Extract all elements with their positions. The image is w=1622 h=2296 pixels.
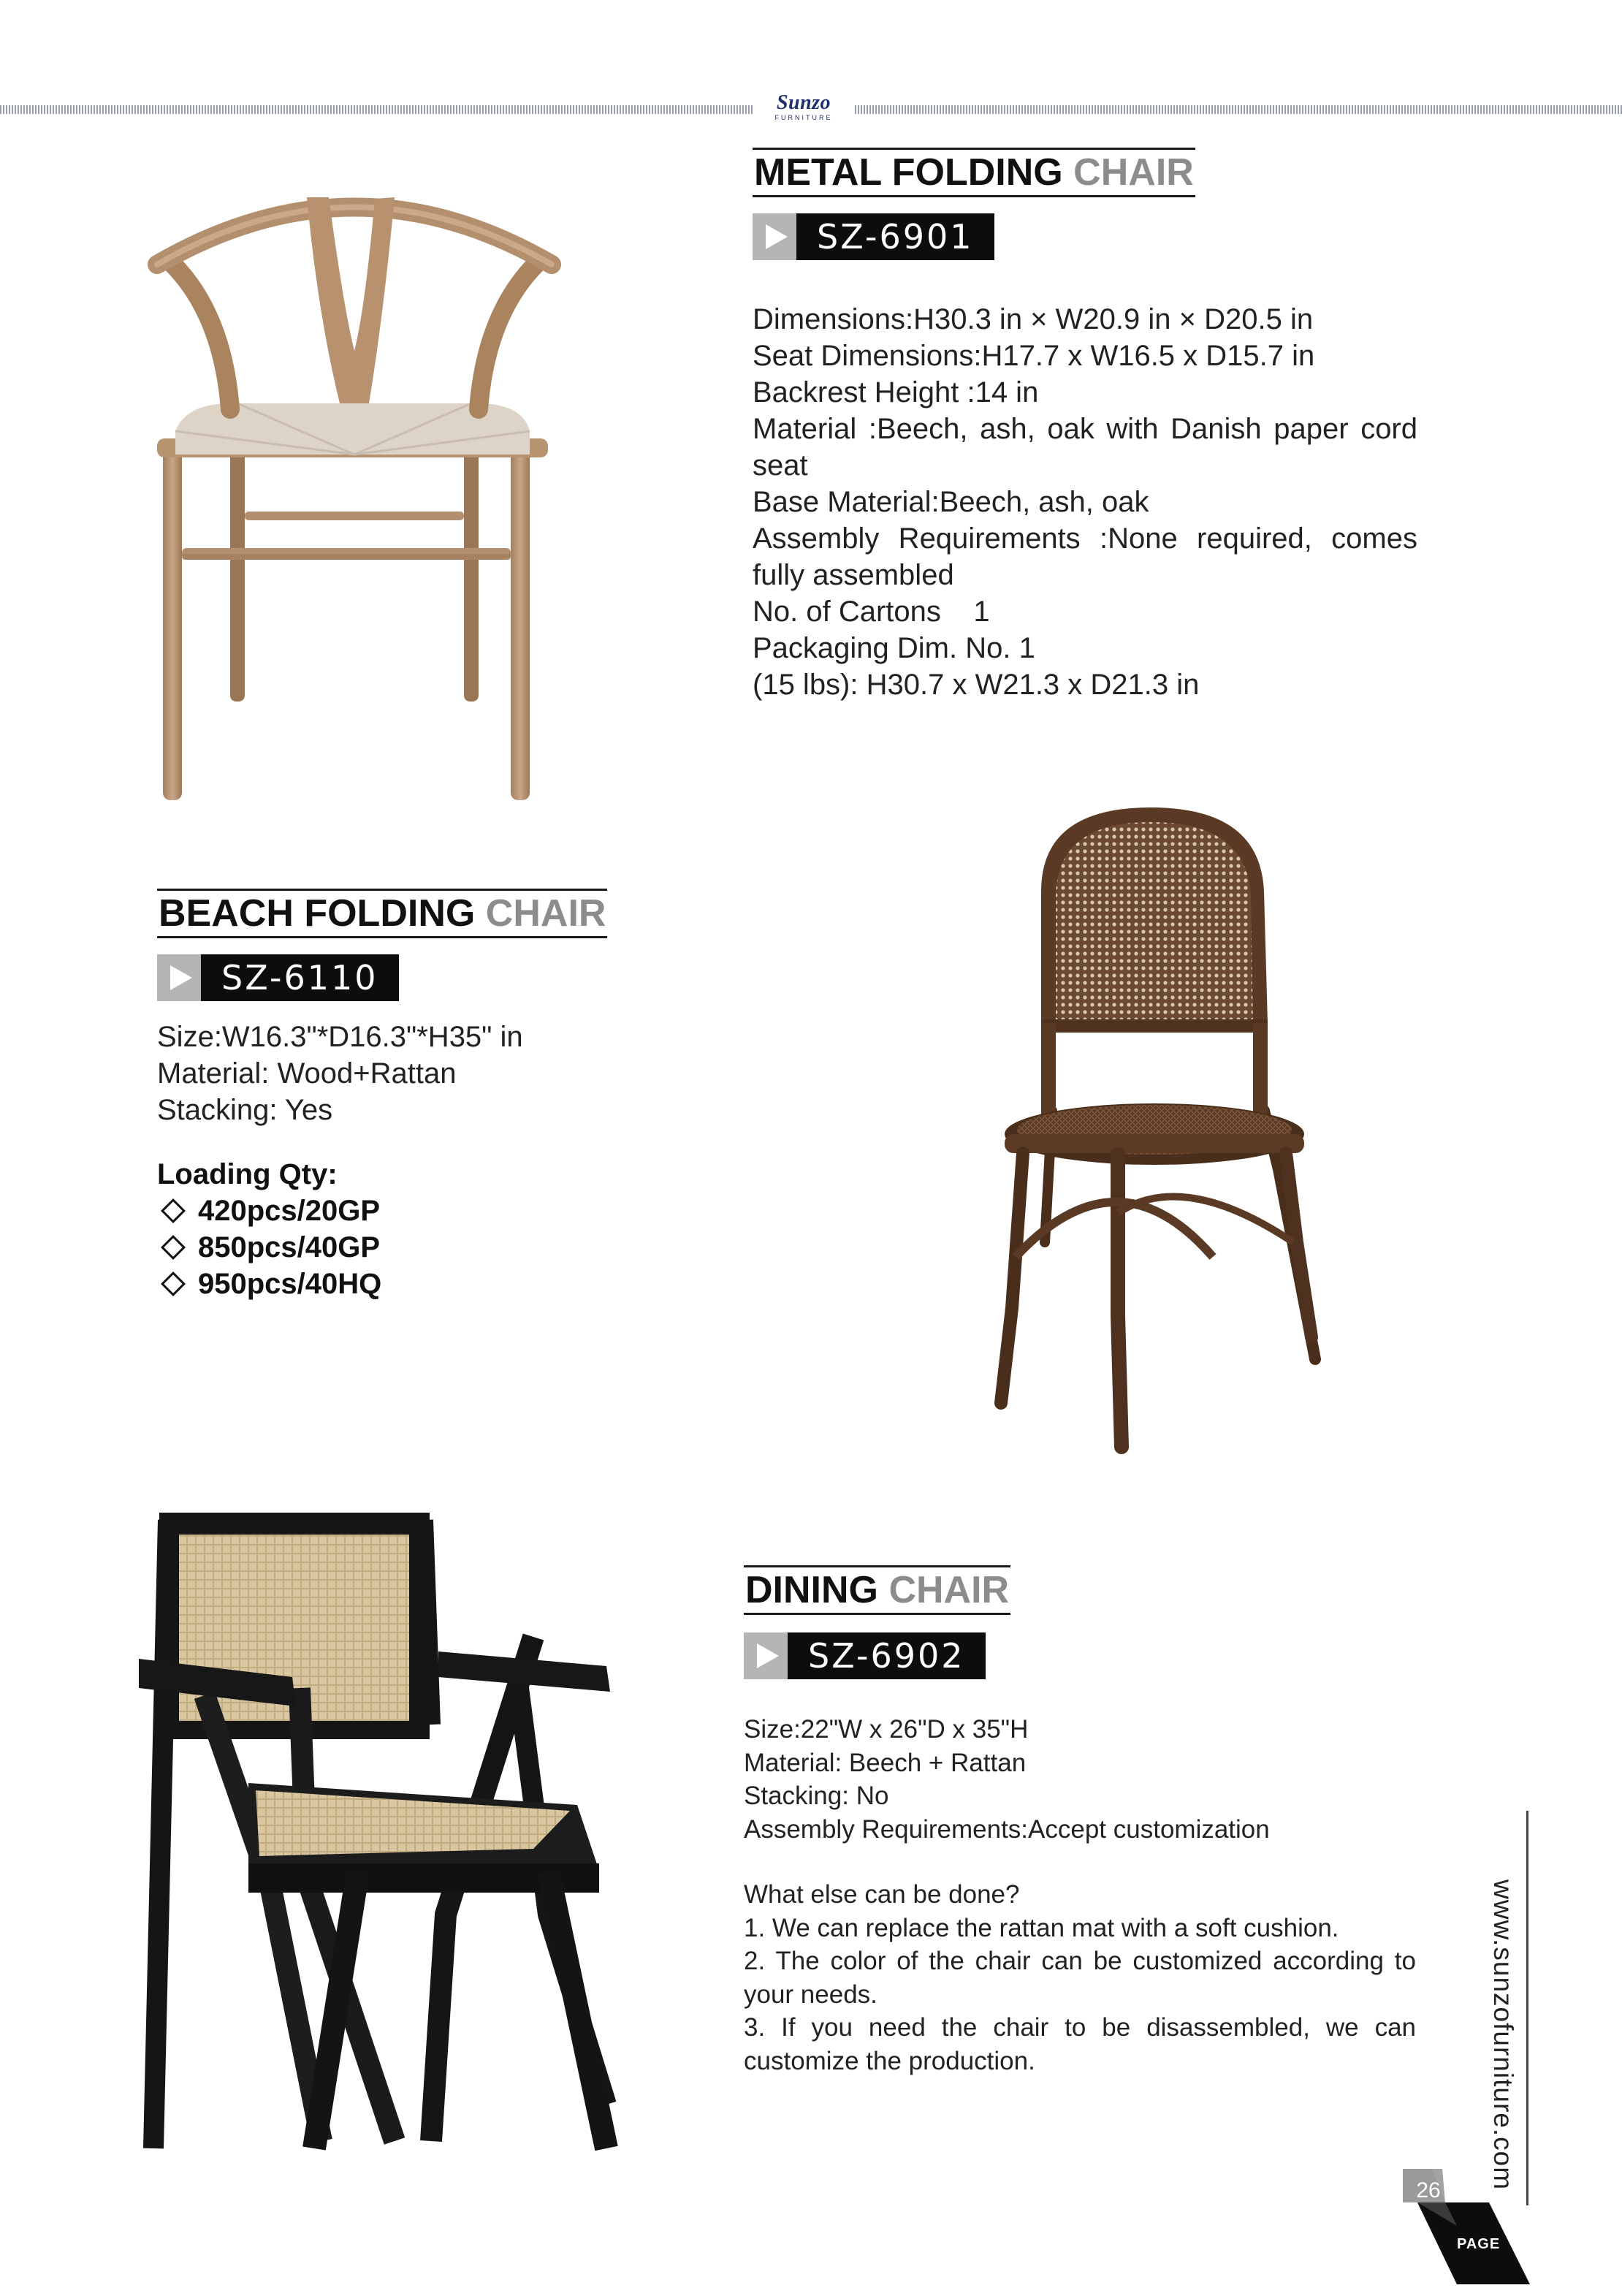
spec-line: Base Material:Beech, ash, oak bbox=[753, 486, 1149, 518]
play-arrow-icon bbox=[753, 213, 796, 260]
loading-item bbox=[157, 1229, 381, 1266]
brand-name: Sunzo bbox=[776, 91, 831, 114]
loading-value: 420pcs/20GP bbox=[198, 1195, 381, 1227]
rattan-armchair-image bbox=[139, 1505, 621, 2163]
spec-line: Stacking: Yes bbox=[157, 1094, 333, 1126]
spec-line: Stacking: No bbox=[744, 1782, 889, 1810]
diamond-icon bbox=[161, 1271, 186, 1296]
product-title-accent: CHAIR bbox=[485, 892, 606, 935]
note-line: 3. If you need the chair to be disassembled, we can customize the production. bbox=[744, 2013, 1416, 2075]
note-line: What else can be done? bbox=[744, 1880, 1020, 1909]
spec-line: (15 lbs): H30.7 x W21.3 x D21.3 in bbox=[753, 669, 1200, 701]
model-tag-sz-6901 bbox=[753, 213, 994, 260]
side-divider bbox=[1526, 1811, 1528, 2205]
spec-line: Size:22"W x 26"D x 35"H bbox=[744, 1715, 1029, 1744]
spec-line: Assembly Requirements :None required, comes fully assembled bbox=[753, 522, 1417, 591]
spec-line: Seat Dimensions:H17.7 x W16.5 x D15.7 in bbox=[753, 340, 1315, 372]
product-title-beach-folding-chair bbox=[157, 889, 607, 938]
spec-line: Material :Beech, ash, oak with Danish paper cord seat bbox=[753, 413, 1417, 482]
spec-line: Dimensions:H30.3 in × W20.9 in × D20.5 in bbox=[753, 303, 1314, 335]
model-tag-sz-6110 bbox=[157, 954, 399, 1001]
spec-line: Assembly Requirements:Accept customization bbox=[744, 1814, 1270, 1844]
spec-list-sz-6902 bbox=[744, 1713, 1416, 2078]
cane-back-chair-image bbox=[972, 804, 1337, 1461]
product-title-main: METAL FOLDING bbox=[754, 151, 1063, 194]
spec-list-sz-6901 bbox=[753, 301, 1417, 703]
loading-value: 950pcs/40HQ bbox=[198, 1268, 382, 1300]
spec-line: Material: Beech + Rattan bbox=[744, 1748, 1027, 1777]
diamond-icon bbox=[161, 1235, 186, 1260]
header-rule-right bbox=[855, 105, 1622, 114]
website-url: www.sunzofurniture.com bbox=[1488, 1879, 1518, 2191]
note-line: 1. We can replace the rattan mat with a soft cushion. bbox=[744, 1913, 1339, 1942]
loading-qty bbox=[157, 1156, 381, 1302]
model-tag-sz-6902 bbox=[744, 1632, 986, 1679]
spec-line: Size:W16.3"*D16.3"*H35" in bbox=[157, 1021, 523, 1053]
note-line: 2. The color of the chair can be customized according to your needs. bbox=[744, 1947, 1416, 2009]
brand-subtitle: FURNITURE bbox=[774, 114, 833, 121]
loading-item bbox=[157, 1193, 381, 1229]
loading-title: Loading Qty: bbox=[157, 1158, 338, 1190]
product-title-accent: CHAIR bbox=[1073, 151, 1194, 194]
loading-value: 850pcs/40GP bbox=[198, 1231, 381, 1263]
header-rule-left bbox=[0, 105, 753, 114]
page-label: PAGE bbox=[1457, 2236, 1501, 2252]
play-arrow-icon bbox=[157, 954, 201, 1001]
diamond-icon bbox=[161, 1198, 186, 1223]
spec-line: Backrest Height :14 in bbox=[753, 376, 1039, 408]
product-title-dining-chair bbox=[744, 1565, 1010, 1615]
spacer bbox=[744, 1846, 1416, 1878]
loading-item bbox=[157, 1266, 381, 1302]
model-code: SZ-6110 bbox=[201, 954, 399, 1001]
product-title-metal-folding-chair bbox=[753, 148, 1195, 197]
play-arrow-icon bbox=[744, 1632, 788, 1679]
model-code: SZ-6902 bbox=[788, 1632, 986, 1679]
spec-list-sz-6110 bbox=[157, 1019, 523, 1128]
spec-line: Packaging Dim. No. 1 bbox=[753, 632, 1035, 664]
brand-logo bbox=[760, 92, 848, 121]
model-code: SZ-6901 bbox=[796, 213, 994, 260]
page-number: 26 bbox=[1416, 2178, 1441, 2202]
spec-line: Material: Wood+Rattan bbox=[157, 1057, 457, 1090]
product-title-accent: CHAIR bbox=[888, 1569, 1010, 1611]
wishbone-chair-image bbox=[142, 168, 566, 811]
product-title-main: BEACH FOLDING bbox=[159, 892, 476, 935]
spec-line: No. of Cartons 1 bbox=[753, 596, 990, 628]
product-title-main: DINING bbox=[745, 1569, 878, 1611]
